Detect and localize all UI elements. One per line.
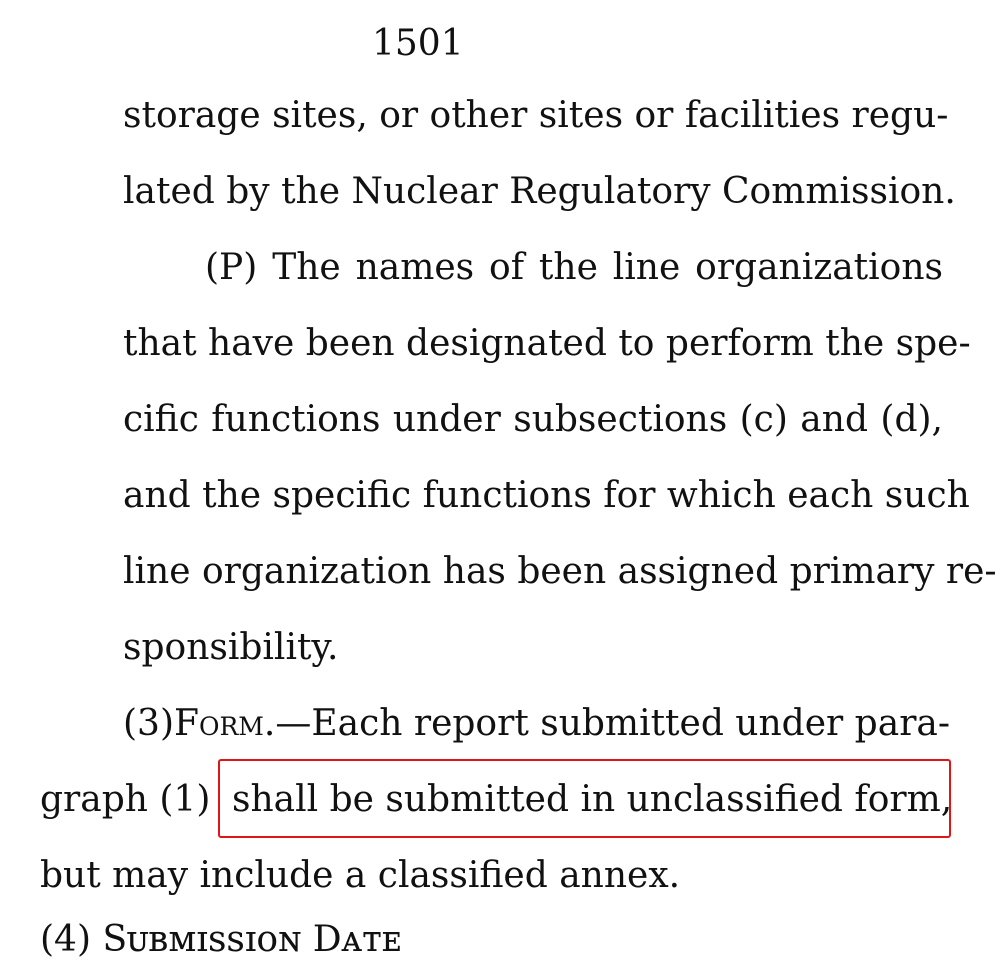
paragraph-number: (3) xyxy=(123,703,174,744)
text-line: sponsibility. xyxy=(123,627,339,668)
text-line xyxy=(123,702,951,746)
text-line: that have been designated to perform the spe- xyxy=(123,323,971,364)
text-line: cific functions under subsections (c) and (d), xyxy=(123,399,943,440)
highlight-box xyxy=(218,759,951,838)
text-line: (P) The names of the line organizations xyxy=(205,247,943,288)
text-segment: —Each report submitted under para- xyxy=(275,703,951,744)
text-line: line organization has been assigned primary re- xyxy=(123,551,997,592)
highlighted-text: shall be submitted in unclassified form, xyxy=(232,779,953,820)
page-number: 1501 xyxy=(372,23,464,64)
paragraph-heading: Form. xyxy=(174,703,276,744)
text-line: but may include a classified annex. xyxy=(40,855,681,896)
text-line: lated by the Nuclear Regulatory Commission. xyxy=(123,171,956,212)
text-line: storage sites, or other sites or facilities regu- xyxy=(123,95,949,136)
text-line: and the specific functions for which each such xyxy=(123,475,970,516)
next-heading-partial: (4) Sᴜʙᴍɪssɪᴏɴ Dᴀᴛᴇ xyxy=(40,919,402,960)
text-segment: graph (1) xyxy=(40,779,211,820)
